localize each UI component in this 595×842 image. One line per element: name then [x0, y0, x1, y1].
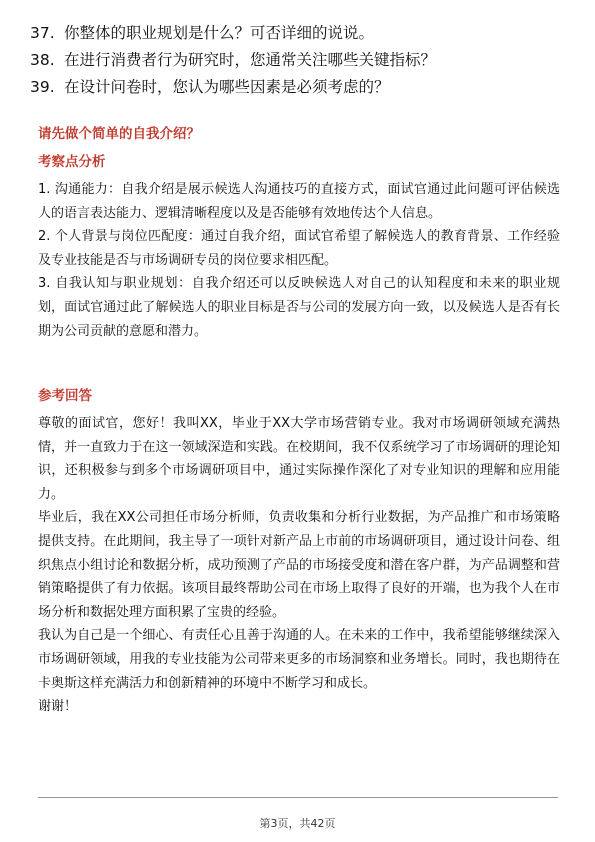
- question-item: [30, 74, 570, 101]
- reference-paragraph: 谢谢！: [38, 699, 78, 715]
- footer-divider: [38, 797, 558, 798]
- reference-paragraph: 毕业后，我在XX公司担任市场分析师，负责收集和分析行业数据，为产品推广和市场策略提供支持。在此期间，我主导了一项针对新产品上市前的市场调研项目，通过设计问卷、组织焦点小组讨论和数据分析，成功预测了产品的市场接受度和潜在客户群，为产品调整和营销策略提供了有力依据。该项目最终帮助公司在市场上取得了良好的开端，也为我个人在市场分析和数据处理方面积累了宝贵的经验。: [38, 510, 560, 620]
- analysis-heading: 考察点分析: [38, 154, 106, 170]
- reference-section: [38, 386, 560, 719]
- analysis-point: 3. 自我认知与职业规划：自我介绍还可以反映候选人对自己的认知程度和未来的职业规划，面试官通过此了解候选人的职业目标是否与公司的发展方向一致，以及候选人是否有长期为公司贡献的意愿和潜力。: [38, 276, 560, 339]
- reference-body: [38, 412, 560, 719]
- current-question-section: [38, 124, 560, 144]
- question-text: 你整体的职业规划是什么？可否详细的说说。: [64, 24, 375, 42]
- analysis-section: [38, 152, 560, 343]
- question-number: 38.: [30, 51, 55, 69]
- question-number: 39.: [30, 78, 55, 96]
- question-text: 在进行消费者行为研究时，您通常关注哪些关键指标？: [64, 51, 437, 69]
- analysis-point: 1. 沟通能力：自我介绍是展示候选人沟通技巧的直接方式，面试官通过此问题可评估候选人的语言表达能力、逻辑清晰程度以及是否能够有效地传达个人信息。: [38, 182, 560, 221]
- question-item: [30, 20, 570, 47]
- question-text: 在设计问卷时，您认为哪些因素是必须考虑的？: [64, 78, 390, 96]
- question-number: 37.: [30, 24, 55, 42]
- question-item: [30, 47, 570, 74]
- analysis-body: [38, 178, 560, 343]
- page-footer: 第3页，共42页: [259, 817, 336, 830]
- current-question-title: 请先做个简单的自我介绍？: [38, 126, 200, 142]
- analysis-point: 2. 个人背景与岗位匹配度：通过自我介绍，面试官希望了解候选人的教育背景、工作经验及专业技能是否与市场调研专员的岗位要求相匹配。: [38, 229, 560, 268]
- reference-paragraph: 我认为自己是一个细心、有责任心且善于沟通的人。在未来的工作中，我希望能够继续深入市场调研领域，用我的专业技能为公司带来更多的市场洞察和业务增长。同时，我也期待在卡奥斯这样充满活力和创新精神的环境中不断学习和成长。: [38, 628, 560, 691]
- reference-paragraph: 尊敬的面试官，您好！我叫XX，毕业于XX大学市场营销专业。我对市场调研领域充满热情，并一直致力于在这一领域深造和实践。在校期间，我不仅系统学习了市场调研的理论知识，还积极参与到多个市场调研项目中，通过实际操作深化了对专业知识的理解和应用能力。: [38, 416, 560, 502]
- reference-heading: 参考回答: [38, 388, 92, 404]
- question-list: [30, 20, 570, 101]
